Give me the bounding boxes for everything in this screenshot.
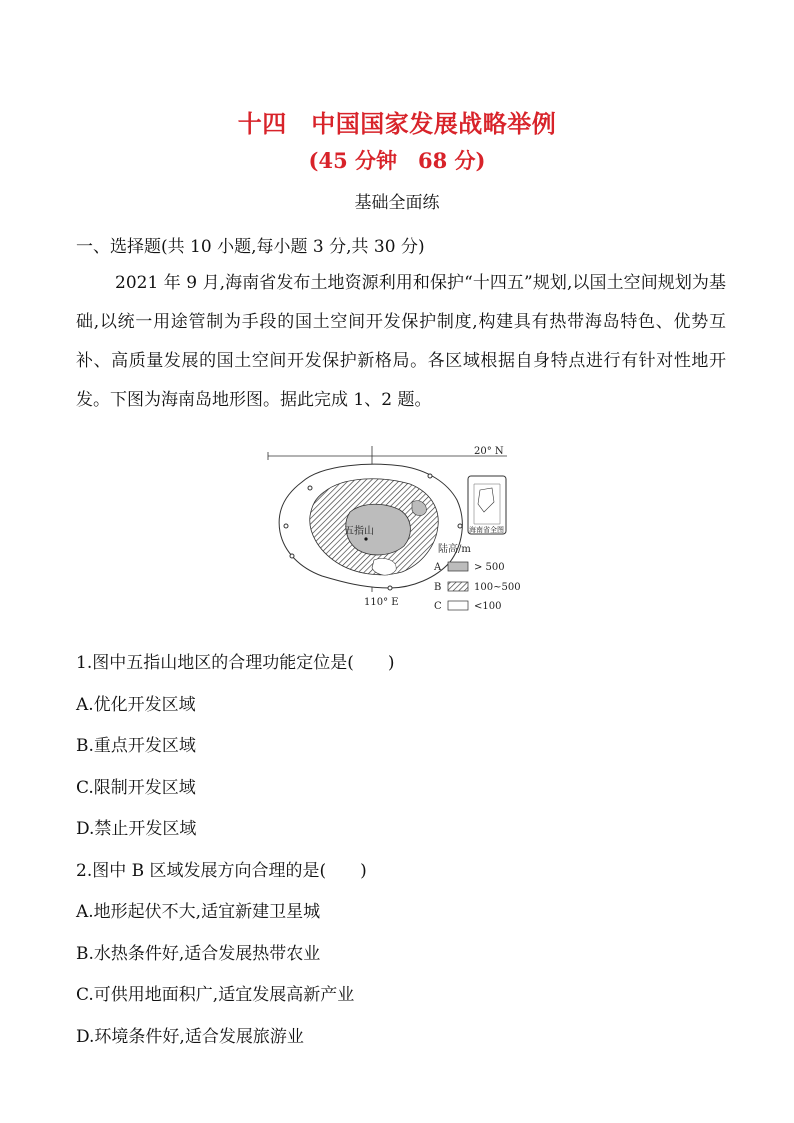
legend-title: 陆高/m (438, 544, 471, 555)
question-2-stem: 2.图中 B 区域发展方向合理的是( ) (76, 861, 367, 881)
q1-option-d: D.禁止开发区域 (76, 819, 197, 839)
q2-option-c: C.可供用地面积广,适宜发展高新产业 (76, 985, 355, 1005)
legend-c-key: C (434, 601, 442, 612)
legend-b-key: B (434, 582, 442, 593)
longitude-label: 110° E (364, 597, 399, 608)
question-stem-passage: 2021 年 9 月,海南省发布土地资源利用和保护“十四五”规划,以国土空间规划为基础,以统一用途管制为手段的国土空间开发保护制度,构建具有热带海岛特色、优势互补、高质量发展的国土空间开发保护新格局。各区域根据自身特点进行有针对性地开发。下图为海南岛地形图。据此完成 1、2 题。 (76, 273, 726, 410)
legend-a-range: > 500 (474, 562, 505, 573)
page-subtitle: (45 分钟 68 分) (308, 148, 486, 173)
section-label: 基础全面练 (354, 193, 440, 213)
part-heading: 一、选择题(共 10 小题,每小题 3 分,共 30 分) (76, 237, 425, 257)
peak-marker (364, 537, 367, 540)
peak-label: 五指山 (344, 526, 374, 537)
legend-a-key: A (434, 562, 442, 573)
q1-option-a: A.优化开发区域 (76, 695, 196, 715)
legend-c-swatch (448, 601, 468, 610)
q1-option-c: C.限制开发区域 (76, 778, 196, 798)
q1-option-b: B.重点开发区域 (76, 736, 196, 756)
q2-option-d: D.环境条件好,适合发展旅游业 (76, 1027, 304, 1047)
page-title: 十四 中国国家发展战略举例 (237, 109, 557, 138)
legend-b-range: 100~500 (474, 582, 521, 593)
legend-c-range: <100 (474, 601, 502, 612)
legend-b-swatch (448, 582, 468, 591)
legend-a-swatch (448, 562, 468, 571)
q2-option-a: A.地形起伏不大,适宜新建卫星城 (76, 902, 321, 922)
question-1-stem: 1.图中五指山地区的合理功能定位是( ) (76, 653, 395, 673)
q2-option-b: B.水热条件好,适合发展热带农业 (76, 944, 321, 964)
inset-label: 海南省全图 (469, 526, 504, 534)
latitude-label: 20° N (474, 446, 504, 457)
hainan-terrain-map (262, 442, 521, 612)
